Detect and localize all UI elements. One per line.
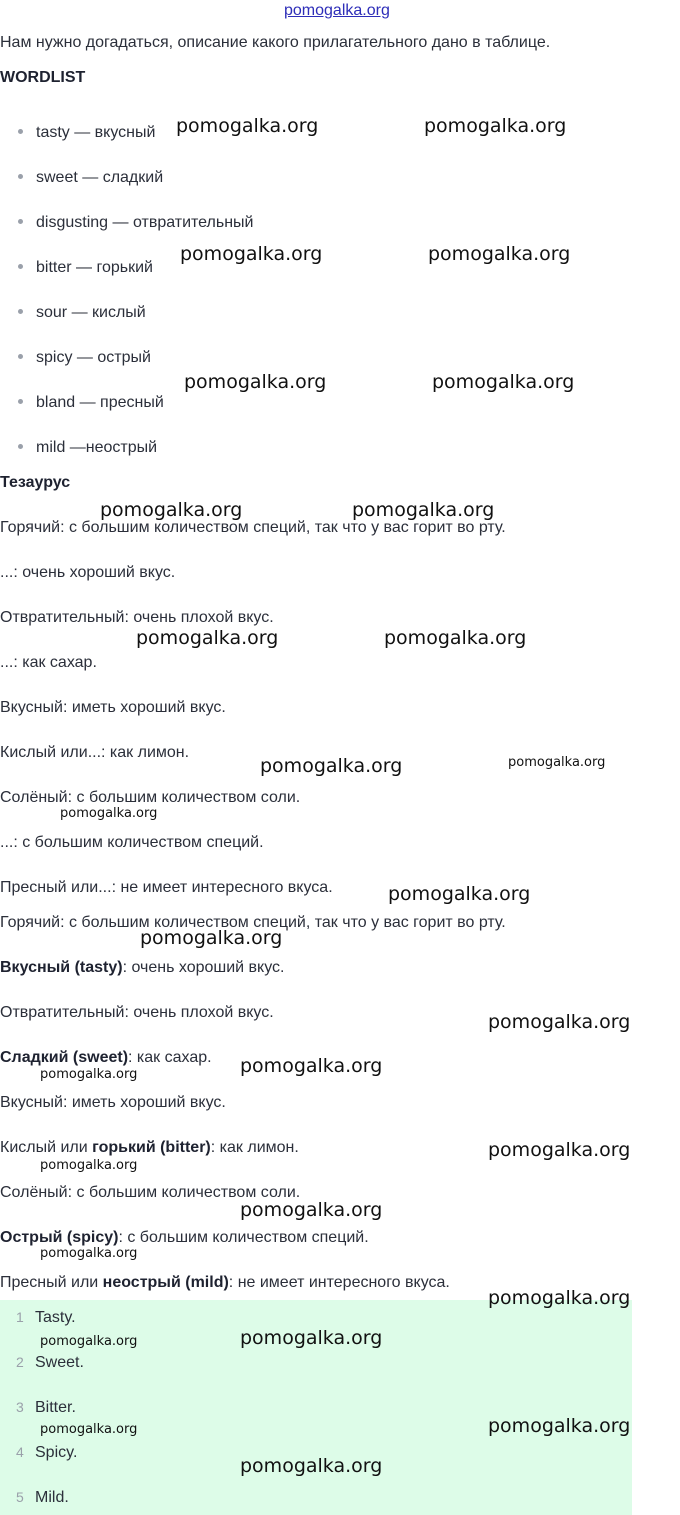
top-watermark-link[interactable]: pomogalka.org [284, 2, 390, 19]
watermark: pomogalka.org [384, 627, 527, 649]
answer-word: горький (bitter) [92, 1139, 211, 1156]
thesaurus-line: Вкусный: иметь хороший вкус. [0, 699, 226, 716]
watermark: pomogalka.org [428, 243, 571, 265]
solution-line: Горячий: с большим количеством специй, так что у вас горит во рту. [0, 914, 506, 931]
watermark: pomogalka.org [488, 1011, 631, 1033]
watermark: pomogalka.org [488, 1415, 631, 1437]
wordlist-item: bland — пресный [18, 394, 164, 412]
watermark: pomogalka.org [40, 1067, 138, 1082]
bullet-icon [18, 309, 23, 314]
watermark: pomogalka.org [136, 627, 279, 649]
wordlist-item: sour — кислый [18, 304, 146, 322]
watermark: pomogalka.org [260, 755, 403, 777]
answer-word: Вкусный (tasty) [0, 959, 123, 976]
thesaurus-line: ...: очень хороший вкус. [0, 564, 176, 581]
solution-line: Отвратительный: очень плохой вкус. [0, 1004, 274, 1021]
thesaurus-line: ...: как сахар. [0, 654, 97, 671]
solution-line: Вкусный: иметь хороший вкус. [0, 1094, 226, 1111]
watermark: pomogalka.org [508, 755, 606, 770]
thesaurus-line: Отвратительный: очень плохой вкус. [0, 609, 274, 626]
watermark: pomogalka.org [488, 1287, 631, 1309]
wordlist-item: spicy — острый [18, 349, 151, 367]
watermark: pomogalka.org [180, 243, 323, 265]
wordlist-item: bitter — горький [18, 259, 153, 277]
wordlist-item: tasty — вкусный [18, 124, 155, 142]
watermark: pomogalka.org [488, 1139, 631, 1161]
bullet-icon [18, 444, 23, 449]
answer-item: 5 Mild. [16, 1489, 69, 1506]
thesaurus-line: Пресный или...: не имеет интересного вкуса. [0, 879, 333, 896]
watermark: pomogalka.org [352, 499, 495, 521]
wordlist-item: disgusting — отвратительный [18, 214, 253, 232]
intro-text: Нам нужно догадаться, описание какого прилагательного дано в таблице. [0, 34, 551, 51]
thesaurus-line: ...: с большим количеством специй. [0, 834, 264, 851]
wordlist-item: mild —неострый [18, 439, 157, 457]
bullet-icon [18, 399, 23, 404]
thesaurus-line: Горячий: с большим количеством специй, так что у вас горит во рту. [0, 519, 506, 536]
answer-word: Сладкий (sweet) [0, 1049, 129, 1066]
bullet-icon [18, 129, 23, 134]
wordlist-heading: WORDLIST [0, 69, 86, 86]
watermark: pomogalka.org [140, 927, 283, 949]
solution-line: Сладкий (sweet): как сахар. [0, 1049, 212, 1066]
watermark: pomogalka.org [184, 371, 327, 393]
wordlist-item: sweet — сладкий [18, 169, 163, 187]
solution-line: Острый (spicy): с большим количеством специй. [0, 1229, 369, 1246]
solution-line: Солёный: с большим количеством соли. [0, 1184, 301, 1201]
bullet-icon [18, 174, 23, 179]
solution-line: Пресный или неострый (mild): не имеет интересного вкуса. [0, 1274, 450, 1291]
bullet-icon [18, 264, 23, 269]
watermark: pomogalka.org [240, 1199, 383, 1221]
watermark: pomogalka.org [40, 1158, 138, 1173]
answer-item: 2 Sweet. [16, 1354, 84, 1371]
watermark: pomogalka.org [424, 115, 567, 137]
answer-word: Острый (spicy) [0, 1229, 119, 1246]
answer-item: 4 Spicy. [16, 1444, 78, 1461]
watermark: pomogalka.org [176, 115, 319, 137]
watermark: pomogalka.org [40, 1246, 138, 1261]
watermark: pomogalka.org [240, 1055, 383, 1077]
watermark: pomogalka.org [432, 371, 575, 393]
watermark: pomogalka.org [40, 1422, 138, 1437]
thesaurus-line: Солёный: с большим количеством соли. [0, 789, 301, 806]
watermark: pomogalka.org [100, 499, 243, 521]
solution-line: Вкусный (tasty): очень хороший вкус. [0, 959, 285, 976]
watermark: pomogalka.org [240, 1327, 383, 1349]
watermark: pomogalka.org [40, 1334, 138, 1349]
watermark: pomogalka.org [388, 883, 531, 905]
bullet-icon [18, 219, 23, 224]
answer-item: 3 Bitter. [16, 1399, 76, 1416]
bullet-icon [18, 354, 23, 359]
watermark: pomogalka.org [240, 1455, 383, 1477]
solution-line: Кислый или горький (bitter): как лимон. [0, 1139, 299, 1156]
thesaurus-heading: Тезаурус [0, 474, 71, 491]
thesaurus-line: Кислый или...: как лимон. [0, 744, 190, 761]
answer-item: 1 Tasty. [16, 1309, 76, 1326]
watermark: pomogalka.org [60, 806, 158, 821]
answer-word: неострый (mild) [102, 1274, 229, 1291]
